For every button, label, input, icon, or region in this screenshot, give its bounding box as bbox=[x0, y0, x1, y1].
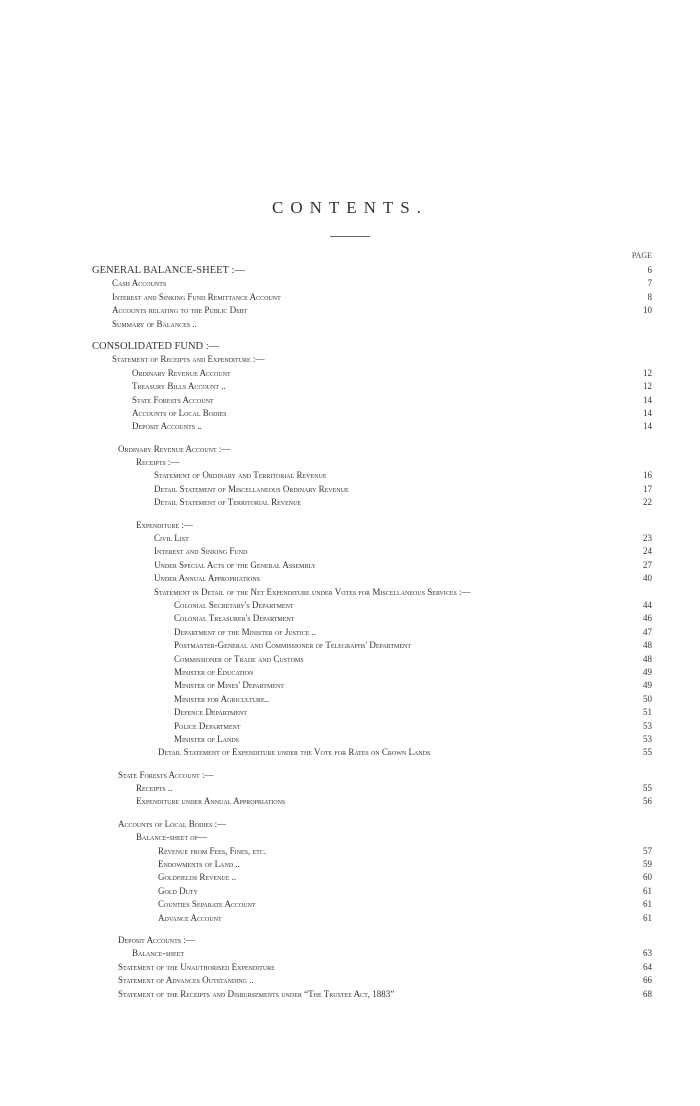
table-of-contents bbox=[0, 264, 700, 1001]
toc-entry-page-number: 55 bbox=[643, 783, 652, 794]
toc-entry-page-number: 59 bbox=[643, 859, 652, 870]
toc-entry bbox=[0, 612, 700, 625]
toc-entry-label: Expenditure under Annual Appropriations bbox=[136, 796, 286, 807]
toc-entry-label: Interest and Sinking Fund bbox=[154, 546, 248, 557]
toc-entry bbox=[0, 693, 700, 706]
toc-entry-page-number: 51 bbox=[643, 707, 652, 718]
toc-entry bbox=[0, 733, 700, 746]
toc-entry-page-number: 17 bbox=[643, 483, 652, 494]
toc-entry-label: Expenditure :— bbox=[136, 519, 193, 530]
toc-entry bbox=[0, 394, 700, 407]
toc-entry-label: Minister for Agriculture.. bbox=[174, 693, 270, 704]
toc-entry-page-number: 46 bbox=[643, 613, 652, 624]
toc-entry bbox=[0, 420, 700, 433]
toc-entry bbox=[0, 666, 700, 679]
toc-entry bbox=[0, 443, 700, 456]
toc-entry-page-number: 10 bbox=[643, 305, 652, 316]
toc-entry-label: GENERAL BALANCE-SHEET :— bbox=[92, 265, 245, 276]
toc-entry bbox=[0, 720, 700, 733]
page-column-header: PAGE bbox=[631, 251, 652, 260]
toc-entry bbox=[0, 599, 700, 612]
toc-entry bbox=[0, 871, 700, 884]
toc-entry-label: Detail Statement of Territorial Revenue bbox=[154, 497, 302, 508]
toc-entry-label: Postmaster-General and Commissioner of Telegraphs' Department bbox=[174, 640, 411, 651]
toc-entry bbox=[0, 496, 700, 509]
toc-entry bbox=[0, 706, 700, 719]
toc-entry-label: Interest and Sinking Fund Remittance Account bbox=[112, 291, 281, 302]
toc-entry bbox=[0, 291, 700, 304]
toc-entry-label: State Forests Account :— bbox=[118, 769, 214, 780]
toc-entry-page-number: 48 bbox=[643, 653, 652, 664]
toc-entry-page-number: 48 bbox=[643, 640, 652, 651]
toc-entry bbox=[0, 367, 700, 380]
toc-entry-label: Minister of Mines' Department bbox=[174, 680, 284, 691]
toc-entry-label: Advance Account bbox=[158, 912, 222, 923]
toc-entry bbox=[0, 586, 700, 599]
toc-entry-label: Civil List bbox=[154, 533, 189, 544]
toc-entry-label: Police Department bbox=[174, 720, 241, 731]
toc-spacer bbox=[0, 925, 700, 934]
toc-entry-page-number: 16 bbox=[643, 470, 652, 481]
toc-entry-page-number: 12 bbox=[643, 381, 652, 392]
toc-entry-label: CONSOLIDATED FUND :— bbox=[92, 340, 220, 352]
toc-entry bbox=[0, 572, 700, 585]
toc-entry-label: Balance-sheet bbox=[132, 948, 184, 959]
toc-entry-page-number: 68 bbox=[643, 988, 652, 999]
toc-entry bbox=[0, 858, 700, 871]
toc-entry-label: Ordinary Revenue Account :— bbox=[118, 443, 231, 454]
toc-entry-page-number: 6 bbox=[647, 265, 652, 275]
toc-entry bbox=[0, 795, 700, 808]
toc-entry-label: Department of the Minister of Justice .. bbox=[174, 626, 317, 637]
toc-entry-page-number: 47 bbox=[643, 626, 652, 637]
toc-entry-label: Under Annual Appropriations bbox=[154, 573, 261, 584]
toc-entry-page-number: 60 bbox=[643, 872, 652, 883]
toc-entry-label: Under Special Acts of the General Assembly bbox=[154, 559, 316, 570]
toc-entry bbox=[0, 898, 700, 911]
toc-spacer bbox=[0, 331, 700, 340]
toc-entry-page-number: 22 bbox=[643, 497, 652, 508]
toc-entry bbox=[0, 277, 700, 290]
toc-entry-label: Minister of Lands bbox=[174, 733, 240, 744]
toc-entry-page-number: 12 bbox=[643, 367, 652, 378]
toc-entry bbox=[0, 318, 700, 331]
toc-entry-page-number: 53 bbox=[643, 733, 652, 744]
toc-entry-page-number: 14 bbox=[643, 407, 652, 418]
toc-entry bbox=[0, 304, 700, 317]
toc-entry bbox=[0, 818, 700, 831]
toc-entry bbox=[0, 639, 700, 652]
toc-entry-label: Deposit Accounts .. bbox=[132, 421, 202, 432]
toc-entry-label: Colonial Treasurer's Department bbox=[174, 613, 295, 624]
toc-entry-label: Detail Statement of Expenditure under the Vote for Rates on Crown Lands bbox=[158, 747, 431, 758]
toc-entry-label: Treasury Bills Account .. bbox=[132, 381, 226, 392]
toc-entry-label: Accounts of Local Bodies bbox=[132, 407, 227, 418]
toc-entry-label: Ordinary Revenue Account bbox=[132, 367, 231, 378]
toc-entry-page-number: 53 bbox=[643, 720, 652, 731]
toc-entry-label: Minister of Education bbox=[174, 666, 254, 677]
toc-entry-page-number: 49 bbox=[643, 680, 652, 691]
toc-entry bbox=[0, 626, 700, 639]
toc-entry bbox=[0, 845, 700, 858]
toc-spacer bbox=[0, 760, 700, 769]
toc-entry bbox=[0, 653, 700, 666]
toc-entry-label: Detail Statement of Miscellaneous Ordinary Revenue bbox=[154, 483, 349, 494]
toc-entry-page-number: 63 bbox=[643, 948, 652, 959]
toc-entry-page-number: 66 bbox=[643, 975, 652, 986]
toc-entry-page-number: 7 bbox=[647, 278, 652, 289]
toc-entry bbox=[0, 885, 700, 898]
toc-entry-label: Gold Duty bbox=[158, 885, 198, 896]
toc-entry bbox=[0, 340, 700, 353]
toc-spacer bbox=[0, 809, 700, 818]
toc-entry-label: Balance-sheet of— bbox=[136, 832, 207, 843]
toc-entry bbox=[0, 519, 700, 532]
toc-entry-label: Summary of Balances .. bbox=[112, 318, 197, 329]
toc-entry-label: Counties Separate Account bbox=[158, 899, 256, 910]
toc-entry bbox=[0, 974, 700, 987]
toc-entry bbox=[0, 469, 700, 482]
toc-entry bbox=[0, 456, 700, 469]
toc-entry-page-number: 56 bbox=[643, 796, 652, 807]
toc-entry-page-number: 49 bbox=[643, 666, 652, 677]
toc-entry bbox=[0, 679, 700, 692]
toc-entry-page-number: 50 bbox=[643, 693, 652, 704]
toc-entry bbox=[0, 532, 700, 545]
toc-entry bbox=[0, 961, 700, 974]
toc-entry bbox=[0, 769, 700, 782]
toc-entry-label: Revenue from Fees, Fines, etc. bbox=[158, 845, 267, 856]
toc-entry bbox=[0, 559, 700, 572]
toc-entry-page-number: 23 bbox=[643, 533, 652, 544]
toc-entry bbox=[0, 782, 700, 795]
toc-entry-label: Statement of the Unauthorised Expenditure bbox=[118, 961, 275, 972]
toc-entry-page-number: 55 bbox=[643, 747, 652, 758]
toc-entry-page-number: 61 bbox=[643, 912, 652, 923]
toc-entry-page-number: 40 bbox=[643, 573, 652, 584]
toc-spacer bbox=[0, 434, 700, 443]
toc-entry-label: Goldfields Revenue .. bbox=[158, 872, 237, 883]
toc-entry-label: Accounts of Local Bodies :— bbox=[118, 818, 227, 829]
toc-entry bbox=[0, 947, 700, 960]
toc-entry-label: Colonial Secretary's Department bbox=[174, 599, 294, 610]
toc-entry-page-number: 8 bbox=[647, 291, 652, 302]
toc-entry-page-number: 27 bbox=[643, 559, 652, 570]
toc-entry-label: Receipts :— bbox=[136, 457, 180, 468]
page-title: CONTENTS. bbox=[271, 198, 429, 217]
toc-entry bbox=[0, 407, 700, 420]
toc-entry-page-number: 44 bbox=[643, 599, 652, 610]
toc-entry bbox=[0, 545, 700, 558]
toc-entry-label: Defence Department bbox=[174, 707, 248, 718]
toc-entry-label: Endowments of Land .. bbox=[158, 859, 240, 870]
toc-entry-label: Deposit Accounts :— bbox=[118, 934, 195, 945]
toc-entry-page-number: 14 bbox=[643, 394, 652, 405]
toc-entry-label: Accounts relating to the Public Debt bbox=[112, 305, 248, 316]
toc-entry-page-number: 57 bbox=[643, 845, 652, 856]
toc-entry-label: Receipts .. bbox=[136, 783, 173, 794]
toc-entry-label: Statement of Ordinary and Territorial Revenue bbox=[154, 470, 327, 481]
toc-entry bbox=[0, 988, 700, 1001]
toc-spacer bbox=[0, 510, 700, 519]
toc-entry bbox=[0, 831, 700, 844]
toc-entry-label: Statement in Detail of the Net Expenditure under Votes for Miscellaneous Services :— bbox=[154, 586, 471, 597]
toc-entry-page-number: 61 bbox=[643, 885, 652, 896]
toc-entry bbox=[0, 380, 700, 393]
toc-entry-label: Statement of Advances Outstanding .. bbox=[118, 975, 254, 986]
toc-entry bbox=[0, 483, 700, 496]
toc-entry-page-number: 14 bbox=[643, 421, 652, 432]
toc-entry-label: Statement of the Receipts and Disbursements under “The Trustee Act, 1883” bbox=[118, 988, 395, 999]
toc-entry-page-number: 61 bbox=[643, 899, 652, 910]
toc-entry bbox=[0, 934, 700, 947]
toc-entry-label: Statement of Receipts and Expenditure :— bbox=[112, 354, 265, 365]
toc-entry bbox=[0, 912, 700, 925]
toc-entry bbox=[0, 746, 700, 759]
toc-entry bbox=[0, 264, 700, 277]
toc-entry-page-number: 64 bbox=[643, 961, 652, 972]
toc-entry bbox=[0, 353, 700, 366]
title-rule bbox=[330, 236, 370, 237]
toc-entry-label: State Forests Account bbox=[132, 394, 214, 405]
toc-entry-label: Cash Accounts bbox=[112, 278, 167, 289]
toc-entry-label: Commissioner of Trade and Customs bbox=[174, 653, 304, 664]
toc-entry-page-number: 24 bbox=[643, 546, 652, 557]
